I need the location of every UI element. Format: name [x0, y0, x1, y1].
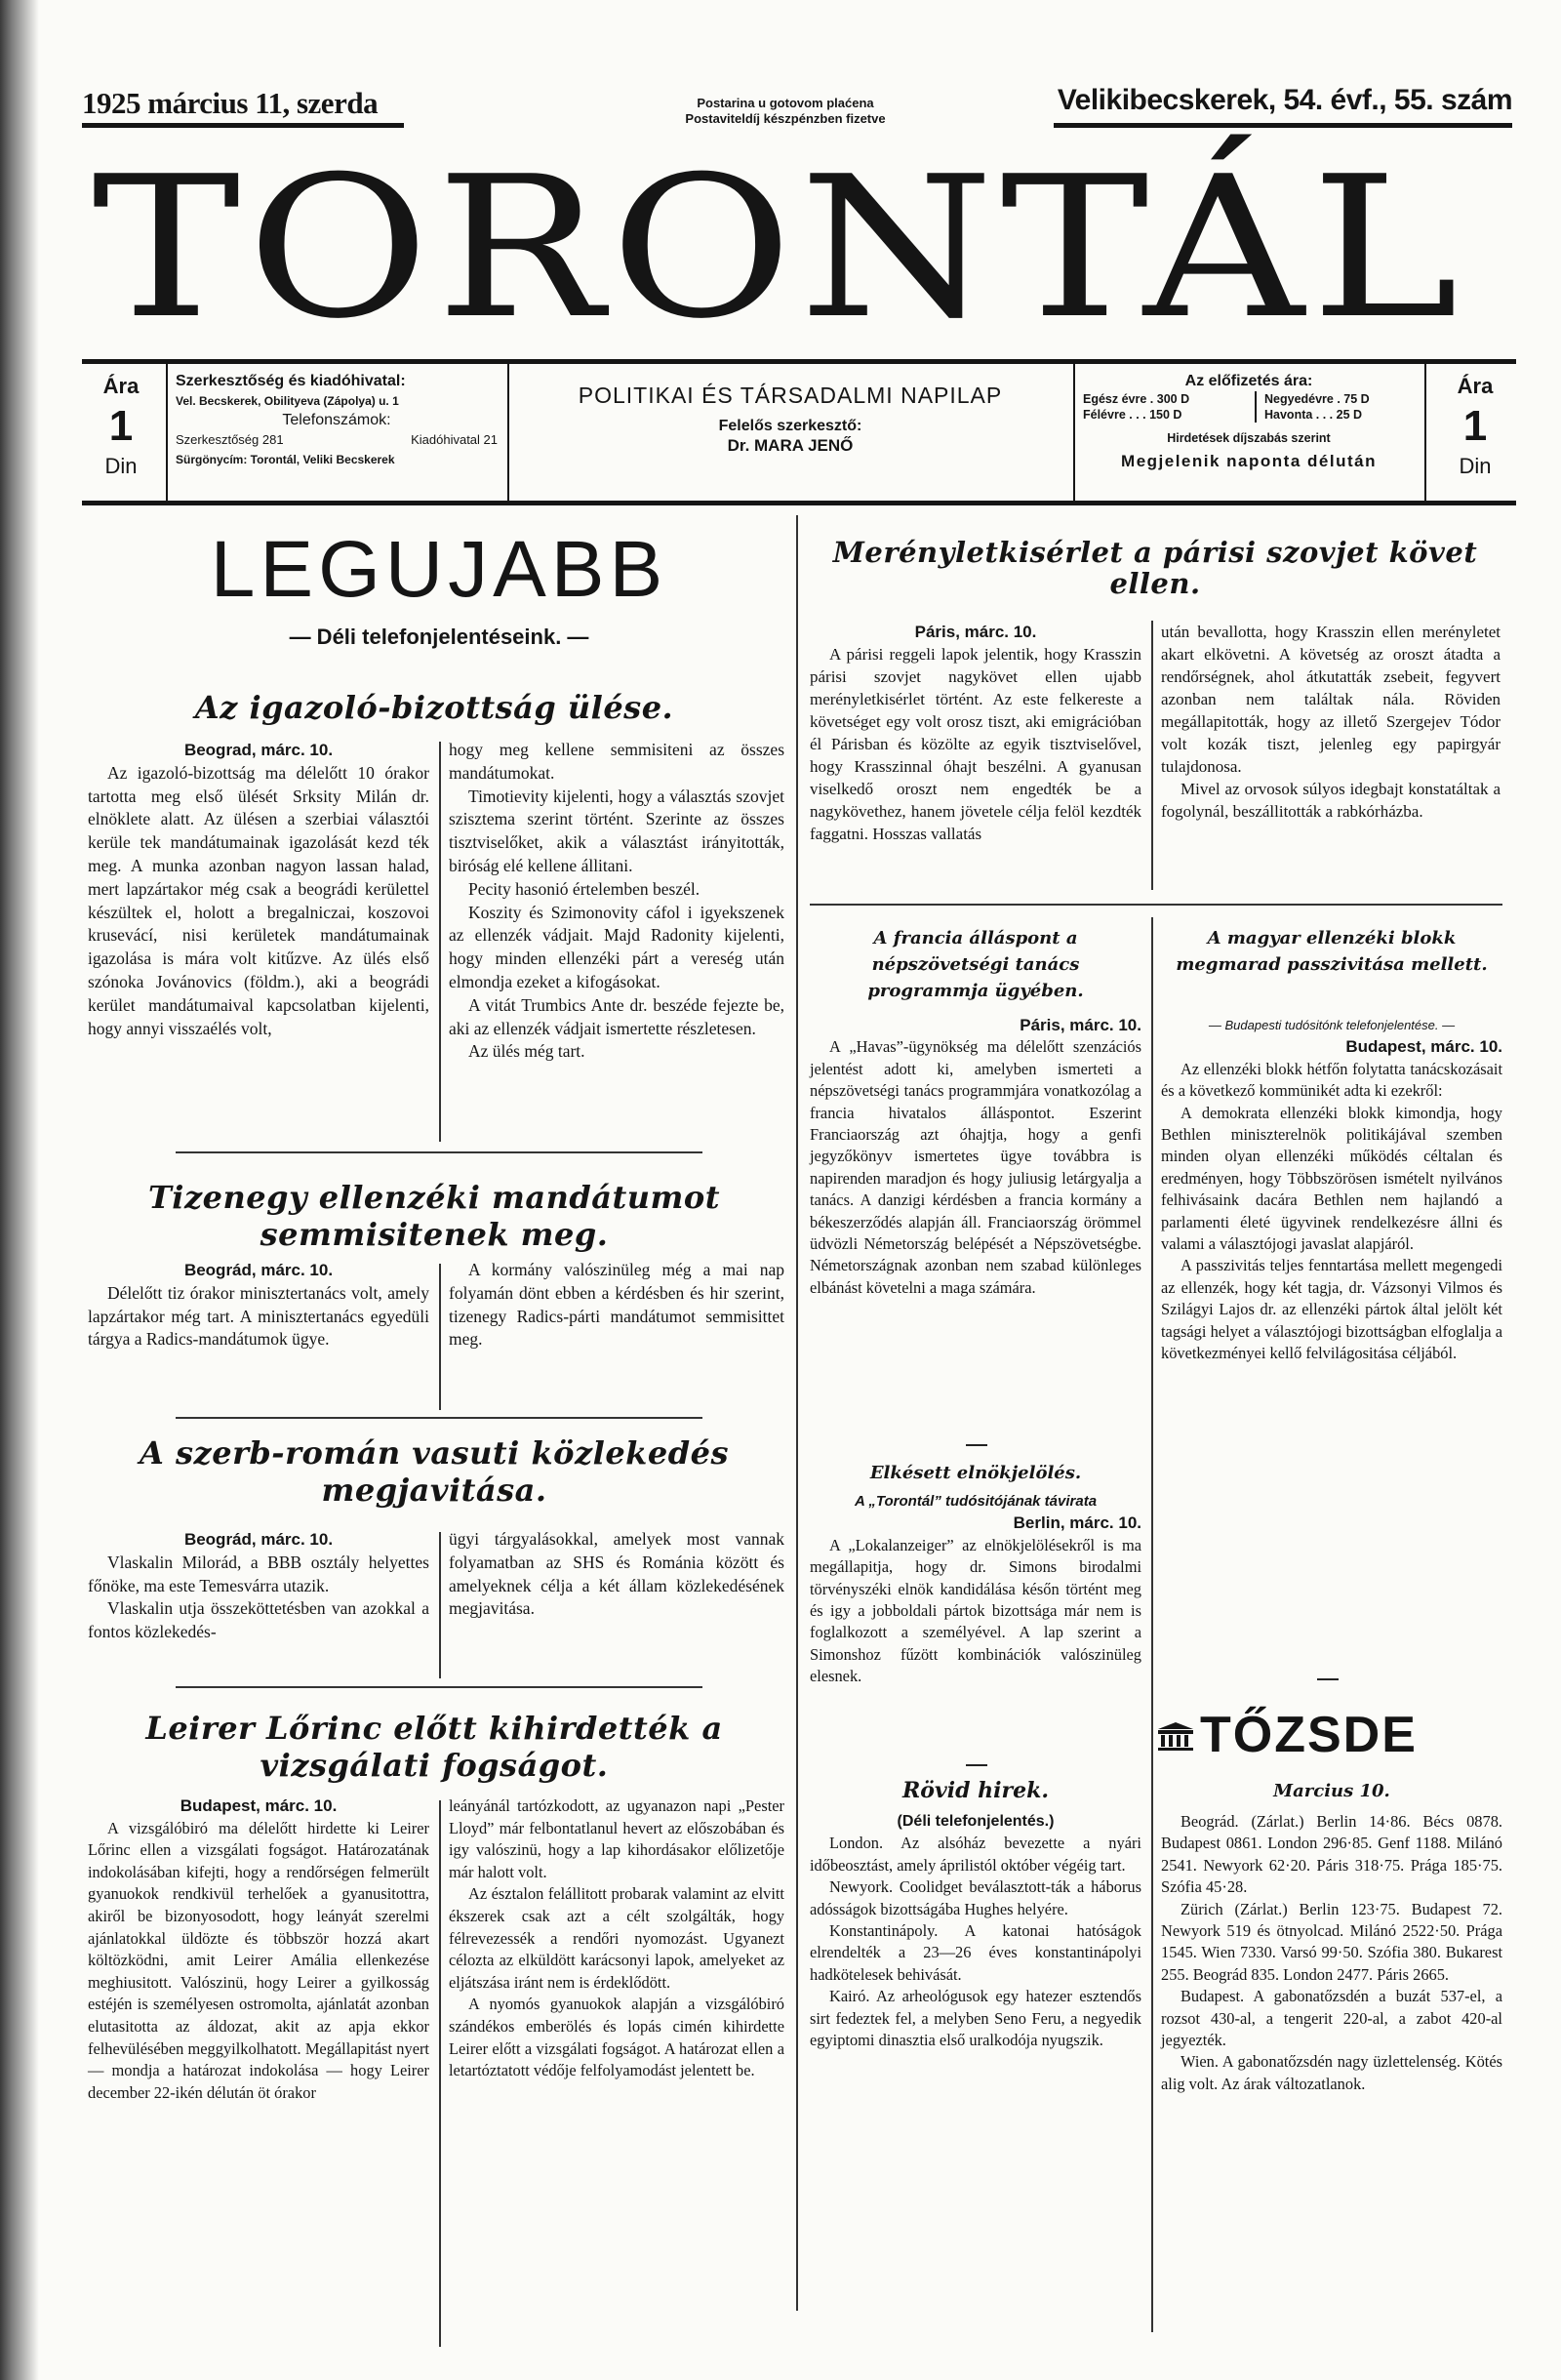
top-rule-left	[82, 123, 404, 128]
bank-building-icon	[1156, 1722, 1195, 1752]
news-item: Kairó. Az arheológusok egy hatezer esztendős sirt fedeztek fel, a melyben Seno Feru, a negyedik egyiptomi dinasztia első uralkodója nyugszik.	[810, 1987, 1141, 2050]
paragraph: A párisi reggeli lapok jelentik, hogy Krasszin párisi szovjet nagykövet ellen ujabb merényletkisérlet történt. Az este felkereste a követséget egy volt orosz tiszt, aki emigrációban él Párisban és közölte az egyik tisztviselővel, hogy Krasszinnal óhajt beszélni. A gyanusan viselkedő oroszt nem engedték be a nagykövethez, hanem jövetele célja felöl kezdték faggatni. Hosszas vallatás	[810, 645, 1141, 843]
sub-half: Félévre . . . 150 D	[1083, 408, 1182, 422]
article-elkesett	[810, 1491, 1141, 1688]
header-divider	[1424, 364, 1426, 501]
market-report: Budapest. A gabonatőzsdén a buzát 537-el, a rozsot 430-al, a tengerit 220-al, a zabot 420-al jegyezték.	[1161, 1987, 1502, 2050]
dateline-merenylet: Páris, márc. 10.	[914, 623, 1037, 641]
source-magyar: — Budapesti tudósitónk telefonjelentése. —	[1208, 1018, 1456, 1032]
paragraph: Az ellenzéki blokk hétfőn folytatta tanácskozásait és a következő kommünikét adta ki ezekről:	[1161, 1059, 1502, 1101]
legujabb-subtitle: — Déli telefonjelentéseink. —	[289, 625, 589, 649]
tozsde-date: Marcius 10.	[1273, 1781, 1390, 1801]
headline-merenylet: Merényletkisérlet a párisi szovjet követ ellen.	[832, 536, 1478, 600]
inner-column-divider	[1151, 621, 1153, 890]
article-szerbroman-col1	[88, 1528, 429, 1644]
paragraph: Vlaskalin utja összeköttetésben van azokkal a fontos közlekedés-	[88, 1598, 429, 1642]
postal-line-2: Postaviteldíj készpénzben fizetve	[685, 111, 886, 126]
news-item: Konstantinápoly. A katonai hatóságok elrendelték a 23—26 éves konstantinápolyi hadkötelesek behivását.	[810, 1921, 1141, 1984]
editor-label: Felelős szerkesztő:	[718, 418, 862, 434]
paragraph: ügyi tárgyalásokkal, amelyek most vannak folyamatban az SHS és Románia között és amelyeknek célja a két állam közlekedésének megjavitása.	[449, 1529, 784, 1619]
paragraph: Timotievity kijelenti, hogy a választás szovjet szisztema szerint történt. Szerinte az összes tisztviselőket, akik a választást irányitották, biróság elé kellene állitani.	[449, 786, 784, 875]
article-merenylet-col2	[1161, 621, 1501, 823]
paragraph: hogy meg kellene semmisiteni az összes mandátumokat.	[449, 740, 784, 783]
article-separator	[176, 1417, 702, 1419]
inner-column-divider	[439, 1264, 441, 1410]
paragraph: A „Havas”-ügynökség ma délelőtt szenzációs jelentést adott ki, amelyben ismerteti a népszövetségi tanács programmjára vonatkozólag a francia hivatalos álláspontot. Eszerint Franciaország azt óhajtja, hogy a genfi jegyzőkönyv ismertetes ügye továbbra is napirenden maradjon és hogy juliusig letárgyalja a tanács. A danzigi kérdésben a francia kormány a békeszerződés alapján áll. Franciaország örömmel üdvözli Németország belépését a Népszövetségbe. Németországnak azonban nem szabad különleges elbánást követelni a maga számára.	[810, 1037, 1141, 1297]
paragraph: leányánál tartózkodott, az ugyanazon napi „Pester Lloyd” már felbontatlanul hevert az előszobában és igy valószinü, hogy a lap kihordásakor előlizetője már halott volt.	[449, 1796, 784, 1881]
sub-year: Egész évre . 300 D	[1083, 392, 1190, 406]
price-right-number: 1	[1462, 402, 1488, 450]
article-leirer-col1	[88, 1795, 429, 2104]
postal-notice	[624, 96, 946, 127]
publication-schedule: Megjelenik naponta délután	[1121, 452, 1377, 470]
dateline-francia: Páris, márc. 10.	[1020, 1016, 1141, 1034]
inner-column-divider	[439, 1800, 441, 2347]
paragraph: A demokrata ellenzéki blokk kimondja, hogy Bethlen miniszterelnök politikájával szemben minden olyan ellenzéki működés céltalan és eredményen, hogy Többszörösen ismételt nyilvános felhivásaink dacára Bethlen nem hajlandó a parlamenti életé ügyvinek rendelkezésre állni és valami a választójogi javaslat alapjáról.	[1161, 1103, 1502, 1254]
paragraph: Az ülés még tart.	[468, 1041, 585, 1062]
article-separator	[810, 904, 1502, 906]
dateline-tizenegy: Beográd, márc. 10.	[183, 1261, 334, 1279]
article-tizenegy-col1	[88, 1259, 429, 1351]
ads-info: Hirdetések díjszabás szerint	[1167, 431, 1331, 445]
office-address: Vel. Becskerek, Obilityeva (Zápolya) u. 1	[176, 394, 399, 408]
paragraph: A vizsgálóbiró ma délelőtt hirdette ki Leirer Lőrinc ellen a vizsgálati fogságot. Határozatának indokolásában kifejti, hogy a rendőrségen felmerült gyanuokok rendkivül terhelőek a gyanusitottra, akiről be bizonyosodott, hogy leányát szerelmi ajánlatokkal üldözte és többször hozzá akart költözködni, amit Leirer Amália ellenkezése meghiusitott. Valószinü, hogy Leirer a gyilkosság estéjén is személyesen ostromolta, ajánlatát azonban elutasitotta az áldozat, akit az apja ekkor felhevülésében meggyilkolhatott. Megállapitást nyert — mondja a határozat indokolása — hogy Leirer december 22-ikén délután öt órakor	[88, 1818, 429, 2102]
paragraph: A passzivitás teljes fenntartása mellett megengedi az ellenzék, hogy két tagja, dr. Vázsonyi Vilmos és Szilágyi Lajos dr. az ellenzéki pártok által jelölt két tagsági helyet a választójogi bizottságban elfoglalja a következményei kellő felvilágositása céljából.	[1161, 1256, 1502, 1363]
header-divider	[166, 364, 168, 501]
headline-elkesett: Elkésett elnökjelölés.	[869, 1463, 1082, 1483]
headline-rovid: Rövid hirek.	[902, 1778, 1049, 1803]
headline-tizenegy: Tizenegy ellenzéki mandátumot semmisitenek meg.	[147, 1179, 721, 1253]
dateline-szerbroman: Beográd, márc. 10.	[183, 1530, 334, 1549]
price-right-currency: Din	[1459, 454, 1492, 478]
paragraph: Koszity és Szimonovity cáfol i igyekszenek az ellenzék vádjait. Majd Radonity kijelenti, hogy minden ellenzéki párt a vereség után elmondja ezeket a kifogásokat.	[449, 902, 784, 991]
article-end-dash	[966, 1764, 987, 1766]
source-elkesett: A „Torontál” tudósitójának távirata	[854, 1493, 1098, 1510]
scan-edge-shadow	[0, 0, 39, 2380]
postal-line-1: Postarina u gotovom plaćena	[697, 96, 874, 110]
inner-column-divider	[439, 742, 441, 1142]
headline-szerbroman: A szerb-román vasuti közlekedés megjavitása.	[140, 1434, 729, 1509]
header-divider	[507, 364, 509, 501]
news-item: Newyork. Coolidget beválasztott-ták a háborus adósságok bizottságába Hughes helyére.	[810, 1877, 1141, 1918]
subscription-info	[1083, 372, 1415, 471]
article-tizenegy-col2	[449, 1259, 784, 1351]
paragraph: Délelőtt tiz órakor minisztertanács volt, amely lapzártakor még tart. A minisztertanács egyedüli tárgya a Radics-mandátumok ügye.	[88, 1282, 429, 1350]
article-magyar	[1161, 1015, 1502, 1365]
paragraph: Az igazoló-bizottság ma délelőtt 10 órakor tartotta meg első ülését Srksity Milán dr. elnöklete alatt. Az ülésen a szerbiai választói kerüle tek mandátumainak igazolását kezd ték meg. A munka azonban nagyon lassan halad, mert lapzártakor még csak a beográdi kerülettel készültek el, holott a bregalniczai, koszovoi krusevácí, nisi kerületek mandátumainak igazolása is mára volt kitűzve. Az ülés első szónoka Jovánovics (földm.), aki a beográdi kerület mandátumaival kapcsolatban kijelenti, hogy annyi visszaélés volt,	[88, 762, 429, 1038]
subscription-title: Az előfizetés ára:	[1184, 373, 1313, 389]
paragraph: A nyomós gyanuokok alapján a vizsgálóbiró szándékos emberölés és lopás cimén kihirdette Leirer előtt a vizsgálati fogságot. A határozat ellen a letartóztatott védője felfolyamodást jelentett be.	[449, 1995, 784, 2080]
top-rule-right	[1054, 123, 1512, 128]
headline-magyar: A magyar ellenzéki blokk megmarad passzivitása mellett.	[1176, 928, 1488, 975]
article-szerbroman-col2	[449, 1528, 784, 1621]
paragraph: Mivel az orvosok súlyos idegbajt konstatáltak a fogolynál, beszállitották a rabkórházba.	[1161, 780, 1501, 821]
paragraph: A vitát Trumbics Ante dr. beszéde fejezte be, aki az ellenzék vádjait ismertette részletesen.	[449, 994, 784, 1038]
price-left-number: 1	[108, 402, 134, 450]
legujabb-title: LEGUJABB	[210, 525, 668, 614]
office-title: Szerkesztőség és kiadóhivatal:	[176, 373, 406, 389]
subtitle-rovid: (Déli telefonjelentés.)	[897, 1813, 1055, 1830]
header-info-bar	[82, 359, 1516, 505]
article-francia	[810, 1015, 1141, 1299]
subscription-prices	[1083, 391, 1415, 423]
price-left-currency: Din	[104, 454, 138, 478]
market-report: Wien. A gabonatőzsdén nagy üzlettelenség. Kötés alig volt. Az árak változatlanok.	[1161, 2052, 1502, 2093]
headline-igazolo: Az igazoló-bizottság ülése.	[194, 689, 674, 726]
dateline-magyar: Budapest, márc. 10.	[1345, 1037, 1502, 1057]
article-separator	[176, 1151, 702, 1153]
paragraph: A „Lokalanzeiger” az elnökjelölésekről is ma megállapitja, hogy dr. Simons birodalmi törvényszéki elnök kandidálása későn történt meg és igy a jobboldali pártok bizottsága már nem is foglalkozott a személyével. A lap szerint a Simonshoz fűzött kombinációk valószinüleg elesnek.	[810, 1535, 1141, 1686]
paragraph: A kormány valószinüleg még a mai nap folyamán dönt ebben a kérdésben és hir szerint, tizenegy Radics-párti mandátumot semmisittet meg.	[449, 1260, 784, 1350]
price-right	[1436, 374, 1514, 479]
phone-editorial: Szerkesztőség 281	[176, 432, 284, 447]
market-report: Zürich (Zárlat.) Berlin 123·75. Budapest 72. Newyork 519 és ötnyolcad. Milánó 2522·50. Prága 1545. Wien 7330. Varsó 99·50. Szófia 380. Bukarest 255. Beográd 835. London 2477. Páris 2665.	[1161, 1899, 1502, 1984]
sub-month: Havonta . . . 25 D	[1264, 408, 1363, 422]
article-igazolo-col1	[88, 739, 429, 1040]
headline-leirer: Leirer Lőrinc előtt kihirdették a vizsgálati fogságot.	[145, 1710, 723, 1784]
issue-number: Velikibecskerek, 54. évf., 55. szám	[1057, 84, 1512, 116]
paragraph: Az észtalon felállitott probarak valamint az elvitt ékszerek csak azt a célt szolgálták, hogy félrevezessék a rendőri nyomozást. Ugyanezt célozta az elküldött karácsonyi lapok, amelyeket az eljátszása iránt nem is érdeklődött.	[449, 1884, 784, 1992]
dateline-elkesett: Berlin, márc. 10.	[1013, 1513, 1141, 1533]
office-info	[176, 372, 498, 469]
article-tozsde	[1161, 1811, 1502, 2095]
article-rovid	[810, 1811, 1141, 2051]
masthead-title: TORONTÁL	[92, 135, 1465, 362]
dateline-leirer: Budapest, márc. 10.	[180, 1796, 338, 1815]
dateline-igazolo: Beograd, márc. 10.	[183, 741, 334, 759]
phone-numbers	[176, 430, 498, 450]
inner-column-divider	[1151, 917, 1153, 2332]
article-separator	[176, 1686, 702, 1688]
sub-prices-left	[1083, 391, 1257, 423]
sub-prices-right	[1257, 391, 1370, 423]
article-merenylet-col1	[810, 621, 1141, 845]
price-left-label: Ára	[102, 374, 140, 398]
sub-quarter: Negyedévre . 75 D	[1264, 392, 1370, 406]
paragraph: Vlaskalin Milorád, a BBB osztály helyettes főnöke, ma este Temesvárra utazik.	[88, 1552, 429, 1595]
inner-column-divider	[439, 1532, 441, 1678]
paper-info	[517, 385, 1063, 456]
news-item: London. Az alsóház bevezette a nyári időbeosztást, amely áprilistól október végéig tart.	[810, 1834, 1141, 1875]
editor-name: Dr. MARA JENŐ	[727, 436, 854, 455]
price-right-label: Ára	[1457, 374, 1494, 398]
tozsde-title: TŐZSDE	[1200, 1707, 1418, 1763]
phones-title: Telefonszámok:	[282, 412, 391, 428]
header-divider	[1073, 364, 1075, 501]
issue-date: 1925 március 11, szerda	[82, 86, 379, 120]
market-report: Beográd. (Zárlat.) Berlin 14·86. Bécs 0878. Budapest 0861. London 296·85. Genf 1188. Milánó 2541. Newyork 62·20. Páris 318·75. Prága 185·75. Szófia 45·28.	[1161, 1812, 1502, 1897]
paragraph: Pecity hasonió értelemben beszél.	[468, 878, 700, 899]
telegram-address: Sürgönycím: Torontál, Veliki Becskerek	[176, 453, 395, 466]
price-left	[82, 374, 160, 479]
paper-type: POLITIKAI ÉS TÁRSADALMI NAPILAP	[578, 383, 1003, 408]
phone-publisher: Kiadóhivatal 21	[411, 432, 498, 447]
column-divider	[796, 515, 798, 2311]
article-leirer-col2	[449, 1795, 784, 2082]
article-igazolo-col2	[449, 739, 784, 1064]
article-end-dash	[1317, 1678, 1339, 1680]
paragraph: után bevallotta, hogy Krasszin ellen merényletet akart elkövetni. A követség az oroszt átadta a rendőrségnek, ahol átkutatták zsebeit, fegyvert azonban nem találtak nála. Röviden megállapitották, hogy az illető Szergejev Tódor volt kozák tiszt, jelenleg egy papirgyár tulajdonosa.	[1161, 623, 1501, 776]
headline-francia: A francia álláspont a népszövetségi tanács programmja ügyében.	[867, 928, 1084, 1001]
article-end-dash	[966, 1444, 987, 1446]
